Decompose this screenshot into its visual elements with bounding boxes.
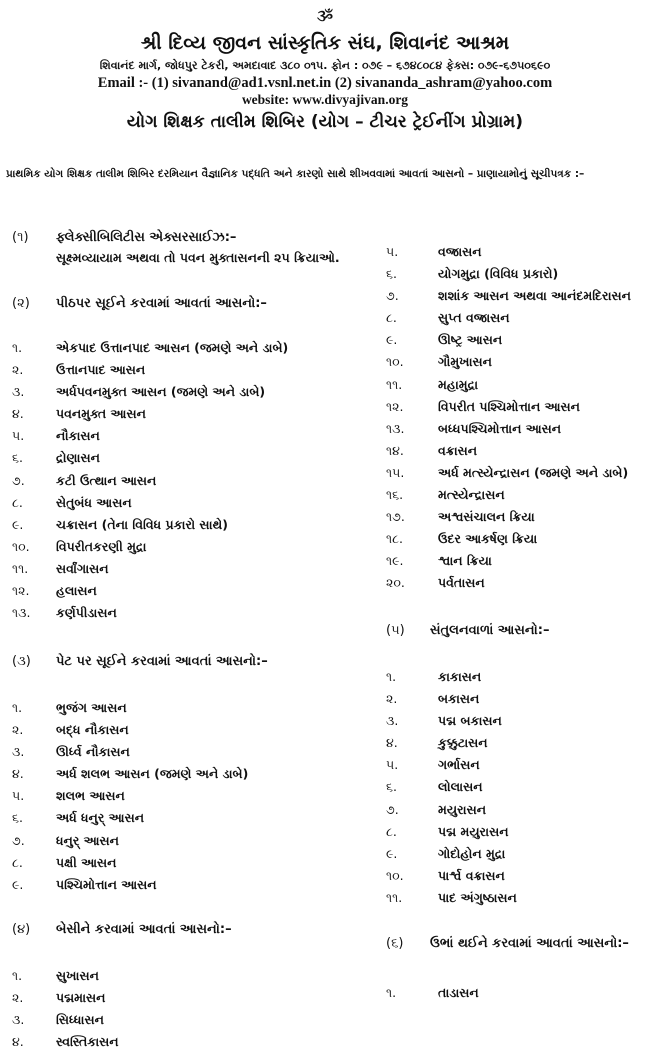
item-number: ૫.	[12, 788, 25, 804]
list-item	[386, 550, 646, 572]
item-label: તાડાસન	[438, 985, 479, 1000]
item-number: ૯.	[12, 516, 24, 532]
item-label: પદ્મમાસન	[56, 990, 106, 1006]
item-number: ૧૬.	[386, 487, 404, 503]
section-6-list	[386, 982, 646, 1004]
list-item	[12, 785, 352, 807]
list-item	[386, 462, 646, 484]
item-label: પર્વતાસન	[438, 575, 485, 591]
item-number: ૬.	[12, 810, 23, 826]
list-item	[386, 506, 646, 528]
item-label: એકપાદ ઉત્તાનપાદ આસન (જમણે અને ડાબે)	[56, 340, 289, 355]
item-label: પાર્શ્વ વક્રાસન	[438, 867, 505, 883]
item-label: પદ્મ બકાસન	[438, 713, 502, 729]
item-label: ઉત્તાનપાદ આસન	[56, 362, 146, 378]
item-label: કાકાસન	[438, 669, 482, 684]
item-label: ઉદર આકર્ષણ ક્રિયા	[438, 531, 538, 547]
item-number: ૨.	[12, 362, 24, 378]
email-line: Email :- (1) sivanand@ad1.vsnl.net.in (2) sivananda_ashram@yahoo.com	[97, 75, 553, 91]
organization-name: શ્રી દિવ્ય જીવન સાંસ્કૃતિક સંઘ, શિવાનંદ આશ્રમ	[140, 32, 510, 54]
item-number: ૧૨.	[386, 398, 404, 414]
item-number: ૧.	[386, 669, 397, 684]
item-label: વક્રાસન	[438, 442, 478, 458]
list-item	[386, 982, 646, 1004]
list-item	[12, 536, 352, 558]
item-label: ગર્ભાસન	[438, 757, 480, 773]
section-number: (૩)	[12, 654, 31, 669]
list-item	[12, 514, 352, 536]
section-title: બેસીને કરવામાં આવતાં આસનો:–	[56, 922, 232, 937]
item-number: ૯.	[12, 876, 24, 892]
item-label: અર્ધ શલભ આસન (જમણે અને ડાબે)	[56, 766, 249, 782]
item-number: ૧.	[386, 985, 397, 1000]
intro-paragraph: પ્રાથમિક યોગ શિક્ષક તાલીમ શિબિર દરમિયાન વૈજ્ઞાનિક પદ્ધતિ અને કારણો સાથે શીખવવામાં આવતાં આસનો – પ્રાણાયામોનું સૂચીપત્રક :–	[6, 168, 585, 180]
list-item	[386, 307, 646, 329]
list-item	[386, 351, 646, 373]
item-label: સેતુબંધ આસન	[56, 494, 132, 510]
list-item	[12, 987, 352, 1009]
list-item	[386, 688, 646, 710]
item-number: ૨.	[386, 691, 398, 707]
item-number: ૧૧.	[386, 376, 403, 392]
item-number: ૧.	[12, 340, 23, 355]
list-item	[386, 528, 646, 550]
item-label: પાદ અંગુષ્ઠાસન	[438, 889, 517, 905]
item-label: કુક્કુટાસન	[438, 735, 488, 751]
section-number: (૫)	[386, 623, 405, 638]
item-label: વજ્રાસન	[438, 244, 482, 259]
item-number: ૧૯.	[386, 553, 404, 569]
item-label: શશાંક આસન અથવા આનંદમદિરાસન	[438, 288, 631, 304]
item-label: વિપરીત પશ્ચિમોત્તાન આસન	[438, 398, 580, 414]
item-label: ઊષ્ટ્ર આસન	[438, 332, 503, 348]
item-label: લોલાસન	[438, 779, 483, 795]
section-title: ફ્લેક્સીબિલિટીસ એક્સરસાઈઝ:–	[56, 230, 237, 245]
item-number: ૩.	[386, 713, 399, 729]
website-line: website: www.divyajivan.org	[241, 92, 409, 107]
list-item	[386, 821, 646, 843]
item-label: અર્ધ ધનુર્ આસન	[56, 810, 145, 826]
item-label: મયુરાસન	[438, 801, 487, 817]
item-label: ચક્રાસન (તેના વિવિધ પ્રકારો સાથે)	[56, 516, 228, 532]
item-label: અશ્વસંચાલન ક્રિયા	[438, 509, 535, 525]
section-number: (૬)	[386, 936, 404, 951]
list-item	[12, 874, 352, 896]
item-label: અર્ધ મત્સ્યેન્દ્રાસન (જમણે અને ડાબે)	[438, 464, 629, 480]
section-4-list	[12, 965, 352, 1053]
list-item	[386, 241, 646, 263]
item-label: હલાસન	[56, 583, 97, 599]
list-item	[386, 572, 646, 594]
section-4-list-continued	[386, 241, 646, 595]
item-number: ૩.	[12, 744, 25, 760]
list-item	[12, 425, 352, 447]
section-5-list	[386, 666, 646, 909]
item-number: ૧૦.	[12, 538, 30, 554]
item-label: પશ્ચિમોત્તાન આસન	[56, 876, 157, 892]
item-number: ૧૦.	[386, 867, 404, 883]
list-item	[12, 719, 352, 741]
list-item	[12, 558, 352, 580]
item-label: ધનુર્ આસન	[56, 832, 119, 848]
list-item	[386, 484, 646, 506]
item-number: ૧૧.	[386, 889, 403, 905]
list-item	[12, 1031, 352, 1053]
item-label: સુખાસન	[56, 968, 99, 983]
list-item	[386, 776, 646, 798]
item-number: ૪.	[12, 1034, 24, 1050]
section-number: (૪)	[12, 922, 31, 937]
item-number: ૭.	[386, 801, 399, 817]
item-number: ૬.	[386, 779, 397, 795]
item-number: ૪.	[386, 735, 398, 751]
item-label: બકાસન	[438, 691, 480, 707]
item-number: ૫.	[386, 244, 399, 259]
item-label: સર્વાંગાસન	[56, 560, 109, 576]
list-item	[12, 763, 352, 785]
section-2-list	[12, 337, 352, 624]
section-5-heading	[386, 623, 550, 638]
list-item	[386, 374, 646, 396]
item-number: ૪.	[12, 766, 24, 782]
item-label: ઊર્ધ્વ નૌકાસન	[56, 744, 130, 760]
item-number: ૮.	[12, 854, 23, 870]
list-item	[12, 1009, 352, 1031]
item-label: કર્ણપીડાસન	[56, 605, 117, 621]
item-number: ૩.	[12, 1012, 25, 1028]
list-item	[386, 843, 646, 865]
item-number: ૫.	[12, 428, 25, 444]
section-6-heading	[386, 936, 629, 951]
list-item	[12, 403, 352, 425]
item-label: શલભ આસન	[56, 788, 125, 804]
item-label: ભુજંગ આસન	[56, 700, 127, 715]
item-label: પવનમુક્ત આસન	[56, 406, 146, 422]
list-item	[386, 440, 646, 462]
item-number: ૧.	[12, 700, 23, 715]
item-label: નૌકાસન	[56, 428, 100, 444]
list-item	[386, 285, 646, 307]
item-number: ૧૮.	[386, 531, 403, 547]
list-item	[12, 852, 352, 874]
list-item	[12, 492, 352, 514]
list-item	[12, 602, 352, 624]
list-item	[12, 359, 352, 381]
list-item	[12, 807, 352, 829]
item-number: ૫.	[386, 757, 399, 773]
item-number: ૯.	[386, 845, 398, 861]
section-1-subtitle: સૂક્ષ્મવ્યાયામ અથવા તો પવન મુક્તાસનની ૨૫ ક્રિયાઓ.	[56, 250, 340, 265]
item-number: ૧૧.	[12, 560, 29, 576]
item-number: ૨.	[12, 722, 24, 738]
item-number: ૭.	[12, 472, 25, 488]
list-item	[12, 447, 352, 469]
item-number: ૬.	[386, 266, 397, 282]
list-item	[386, 263, 646, 285]
item-label: મહામુદ્રા	[438, 376, 479, 392]
list-item	[386, 418, 646, 440]
item-number: ૨.	[12, 990, 24, 1006]
item-label: ગૌમુખાસન	[438, 354, 492, 370]
section-number: (૨)	[12, 296, 30, 311]
list-item	[12, 741, 352, 763]
item-number: ૭.	[12, 832, 25, 848]
list-item	[386, 396, 646, 418]
list-item	[12, 470, 352, 492]
list-item	[12, 337, 352, 359]
item-number: ૮.	[386, 310, 397, 326]
item-number: ૭.	[386, 288, 399, 304]
item-label: યોગમુદ્રા (વિવિધ પ્રકારો)	[438, 266, 559, 282]
item-label: ગોદોહોન મુદ્રા	[438, 845, 506, 861]
list-item	[386, 710, 646, 732]
item-label: કટી ઉત્થાન આસન	[56, 472, 157, 488]
item-number: ૮.	[386, 823, 397, 839]
list-item	[386, 887, 646, 909]
section-3-heading	[12, 654, 268, 669]
list-item	[12, 697, 352, 719]
item-label: સ્વસ્તિકાસન	[56, 1034, 119, 1050]
item-number: ૬.	[12, 450, 23, 466]
list-item	[386, 666, 646, 688]
item-number: ૯.	[386, 332, 398, 348]
list-item	[386, 865, 646, 887]
section-title: પીઠપર સૂઈને કરવામાં આવતાં આસનો:–	[56, 296, 267, 311]
item-number: ૩.	[12, 384, 25, 400]
item-label: સુપ્ત વજ્રાસન	[438, 310, 510, 326]
section-3-list	[12, 697, 352, 896]
item-label: પક્ષી આસન	[56, 854, 117, 870]
section-1-heading	[12, 230, 236, 245]
section-2-heading	[12, 296, 267, 311]
item-label: વિપરીતકરણી મુદ્રા	[56, 538, 147, 554]
item-number: ૧૩.	[386, 420, 405, 436]
section-title: પેટ પર સૂઈને કરવામાં આવતાં આસનો:–	[56, 654, 268, 669]
list-item	[12, 381, 352, 403]
section-number: (૧)	[12, 230, 29, 245]
item-label: અર્ધપવનમુક્ત આસન (જમણે અને ડાબે)	[56, 384, 266, 400]
item-number: ૧૦.	[386, 354, 404, 370]
item-label: બધ્ધપશ્ચિમોત્તાન આસન	[438, 420, 562, 436]
item-number: ૧૩.	[12, 605, 31, 621]
section-4-heading	[12, 922, 232, 937]
list-item	[386, 732, 646, 754]
item-label: બદ્ધ નૌકાસન	[56, 722, 129, 738]
item-number: ૧૭.	[386, 509, 405, 525]
item-number: ૮.	[12, 494, 23, 510]
list-item	[12, 830, 352, 852]
list-item	[386, 799, 646, 821]
list-item	[386, 329, 646, 351]
item-label: મત્સ્યેન્દ્રાસન	[438, 487, 505, 503]
list-item	[386, 754, 646, 776]
item-number: ૧૫.	[386, 464, 405, 480]
item-number: ૧૪.	[386, 442, 404, 458]
item-label: પદ્મ મયુરાસન	[438, 823, 509, 839]
item-number: ૨૦.	[386, 575, 405, 591]
item-number: ૧.	[12, 968, 23, 983]
item-label: શ્વાન ક્રિયા	[438, 553, 492, 569]
address-line: શિવાનંદ માર્ગ, જોધપુર ટેકરી, અમદાવાદ ૩૮૦ ૦૧૫. ફોન : ૦૭૯ – ૬૭૪૮૦૮૪ ફેક્સ: ૦૭૯-૬૭૫૦૬૯૦	[99, 59, 551, 72]
item-label: દ્રોણાસન	[56, 450, 100, 466]
program-title: યોગ શિક્ષક તાલીમ શિબિર (યોગ – ટીચર ટ્રેઈનીંગ પ્રોગ્રામ)	[126, 112, 524, 132]
om-symbol: ૐ	[316, 7, 334, 25]
item-number: ૧૨.	[12, 583, 30, 599]
list-item	[12, 580, 352, 602]
section-title: ઉભાં થઈને કરવામાં આવતાં આસનો:–	[430, 936, 629, 951]
item-number: ૪.	[12, 406, 24, 422]
document-header	[0, 0, 650, 133]
section-title: સંતુલનવાળાં આસનો:–	[430, 623, 550, 638]
item-label: સિધ્ધાસન	[56, 1012, 104, 1028]
list-item	[12, 965, 352, 987]
